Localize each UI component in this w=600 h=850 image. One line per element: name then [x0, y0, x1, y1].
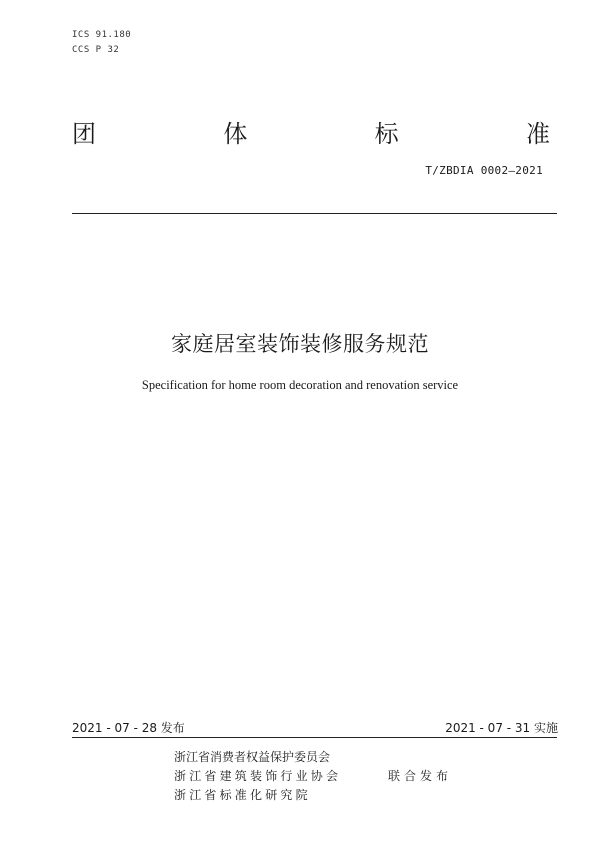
- issuer-standardization-institute: 浙江省标准化研究院: [174, 788, 311, 802]
- title-chinese: 家庭居室装饰装修服务规范: [171, 332, 429, 356]
- issuer-list: [174, 748, 341, 805]
- ics-code: ICS 91.180: [72, 30, 132, 40]
- document-type-heading: [72, 114, 550, 149]
- effective-date: 2021 - 07 - 31 实施: [445, 721, 558, 735]
- issuer-decoration-association: 浙江省建筑装饰行业协会: [174, 769, 342, 783]
- issuer-consumer-council: 浙江省消费者权益保护委员会: [174, 750, 331, 764]
- document-type-char: 团: [72, 120, 96, 148]
- joint-release-label: 联合发布: [388, 769, 453, 783]
- header-divider: [72, 213, 557, 214]
- publish-date: 2021 - 07 - 28 发布: [72, 721, 185, 735]
- ccs-code: CCS P 32: [72, 45, 120, 55]
- standard-number: T/ZBDIA 0002—2021: [425, 164, 543, 177]
- footer-divider: [72, 737, 557, 738]
- document-type-char: 准: [525, 120, 550, 148]
- document-type-char: 体: [223, 120, 248, 148]
- document-type-char: 标: [374, 120, 399, 148]
- title-english: Specification for home room decoration and renovation service: [141, 378, 459, 392]
